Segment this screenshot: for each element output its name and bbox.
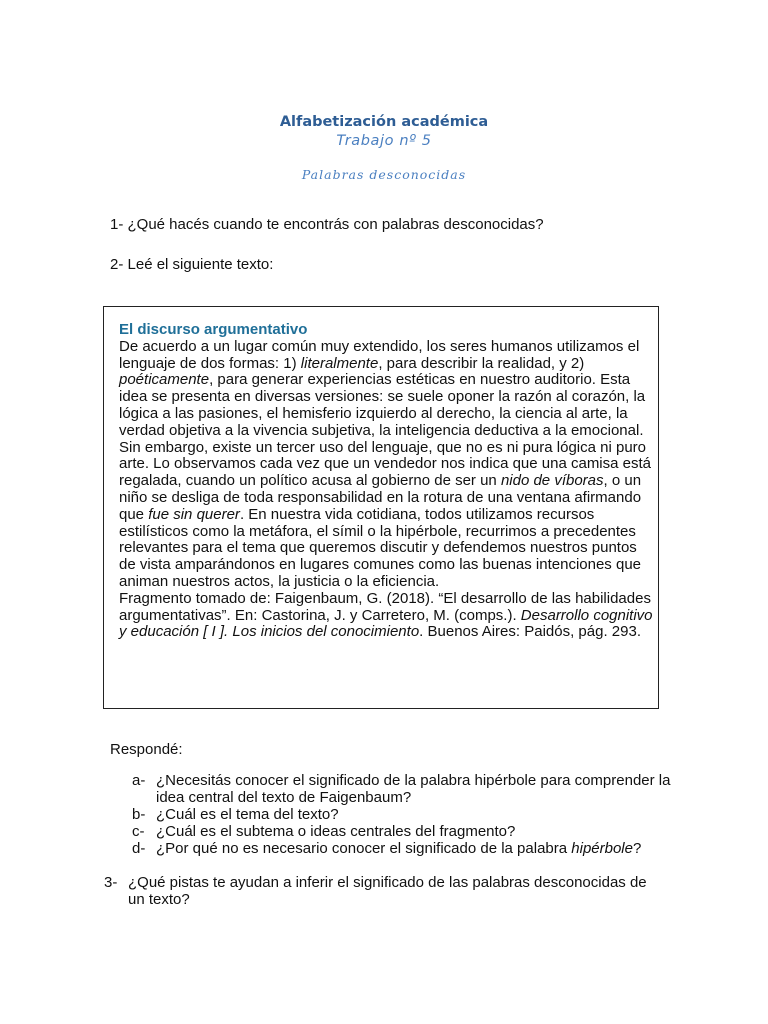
list-item: c- ¿Cuál es el subtema o ideas centrales del fragmento? [132,823,516,840]
question-3: 3- ¿Qué pistas te ayudan a inferir el significado de las palabras desconocidas de un texto? [104,874,647,908]
page-subtitle: Trabajo nº 5 [336,133,432,149]
topic-subtitle: Palabras desconocidas [301,167,467,182]
source-citation: Fragmento tomado de: Faigenbaum, G. (2018). “El desarrollo de las habilidades argumentativas”. En: Castorina, J. y Carretero, M. (comps.). Desarrollo cognitivo y educación [ I ]. Los inicios del conocimiento. Buenos Aires: Paidós, pág. 293. [119,589,653,641]
list-item: b- ¿Cuál es el tema del texto? [132,806,339,823]
respond-list [132,772,692,857]
paragraph-1: De acuerdo a un lugar común muy extendido, los seres humanos utilizamos el lenguaje de dos formas: 1) literalmente, para describir la realidad, y 2) poéticamente, para generar experiencias estéticas en nuestro auditorio. Esta idea se presenta en diversas versiones: se suele oponer la razón al corazón, la lógica a las pasiones, el hemisferio izquierdo al derecho, la ciencia al arte, la verdad objetiva a la vivencia subjetiva, la inteligencia deductiva a la emocional. [119,337,646,439]
list-item: a- ¿Necesitás conocer el significado de la palabra hipérbole para comprender la idea central del texto de Faigenbaum? [132,772,671,806]
respond-label: Respondé: [110,741,183,758]
question-2: 2- Leé el siguiente texto: [110,256,274,273]
reading-text [119,322,654,641]
page-title: Alfabetización académica [279,114,489,130]
question-1: 1- ¿Qué hacés cuando te encontrás con palabras desconocidas? [110,216,544,233]
paragraph-2: Sin embargo, existe un tercer uso del lenguaje, que no es ni pura lógica ni puro arte. Lo observamos cada vez que un vendedor nos indica que una camisa está regalada, cuando un político acusa al gobierno de ser un nido de víboras, o un niño se desliga de toda responsabilidad en la rotura de una ventana afirmando que fue sin querer. En nuestra vida cotidiana, todos utilizamos recursos estilísticos como la metáfora, el símil o la hipérbole, recurrimos a precedentes relevantes para el tema que queremos discutir y defendemos nuestros puntos de vista amparándonos en lugares comunes como las buenas intenciones que animan nuestros actos, la justicia o la eficiencia. [119,438,652,590]
reading-heading: El discurso argumentativo [119,321,308,338]
list-item: d- ¿Por qué no es necesario conocer el significado de la palabra hipérbole? [132,840,642,857]
reading-box [103,306,659,709]
